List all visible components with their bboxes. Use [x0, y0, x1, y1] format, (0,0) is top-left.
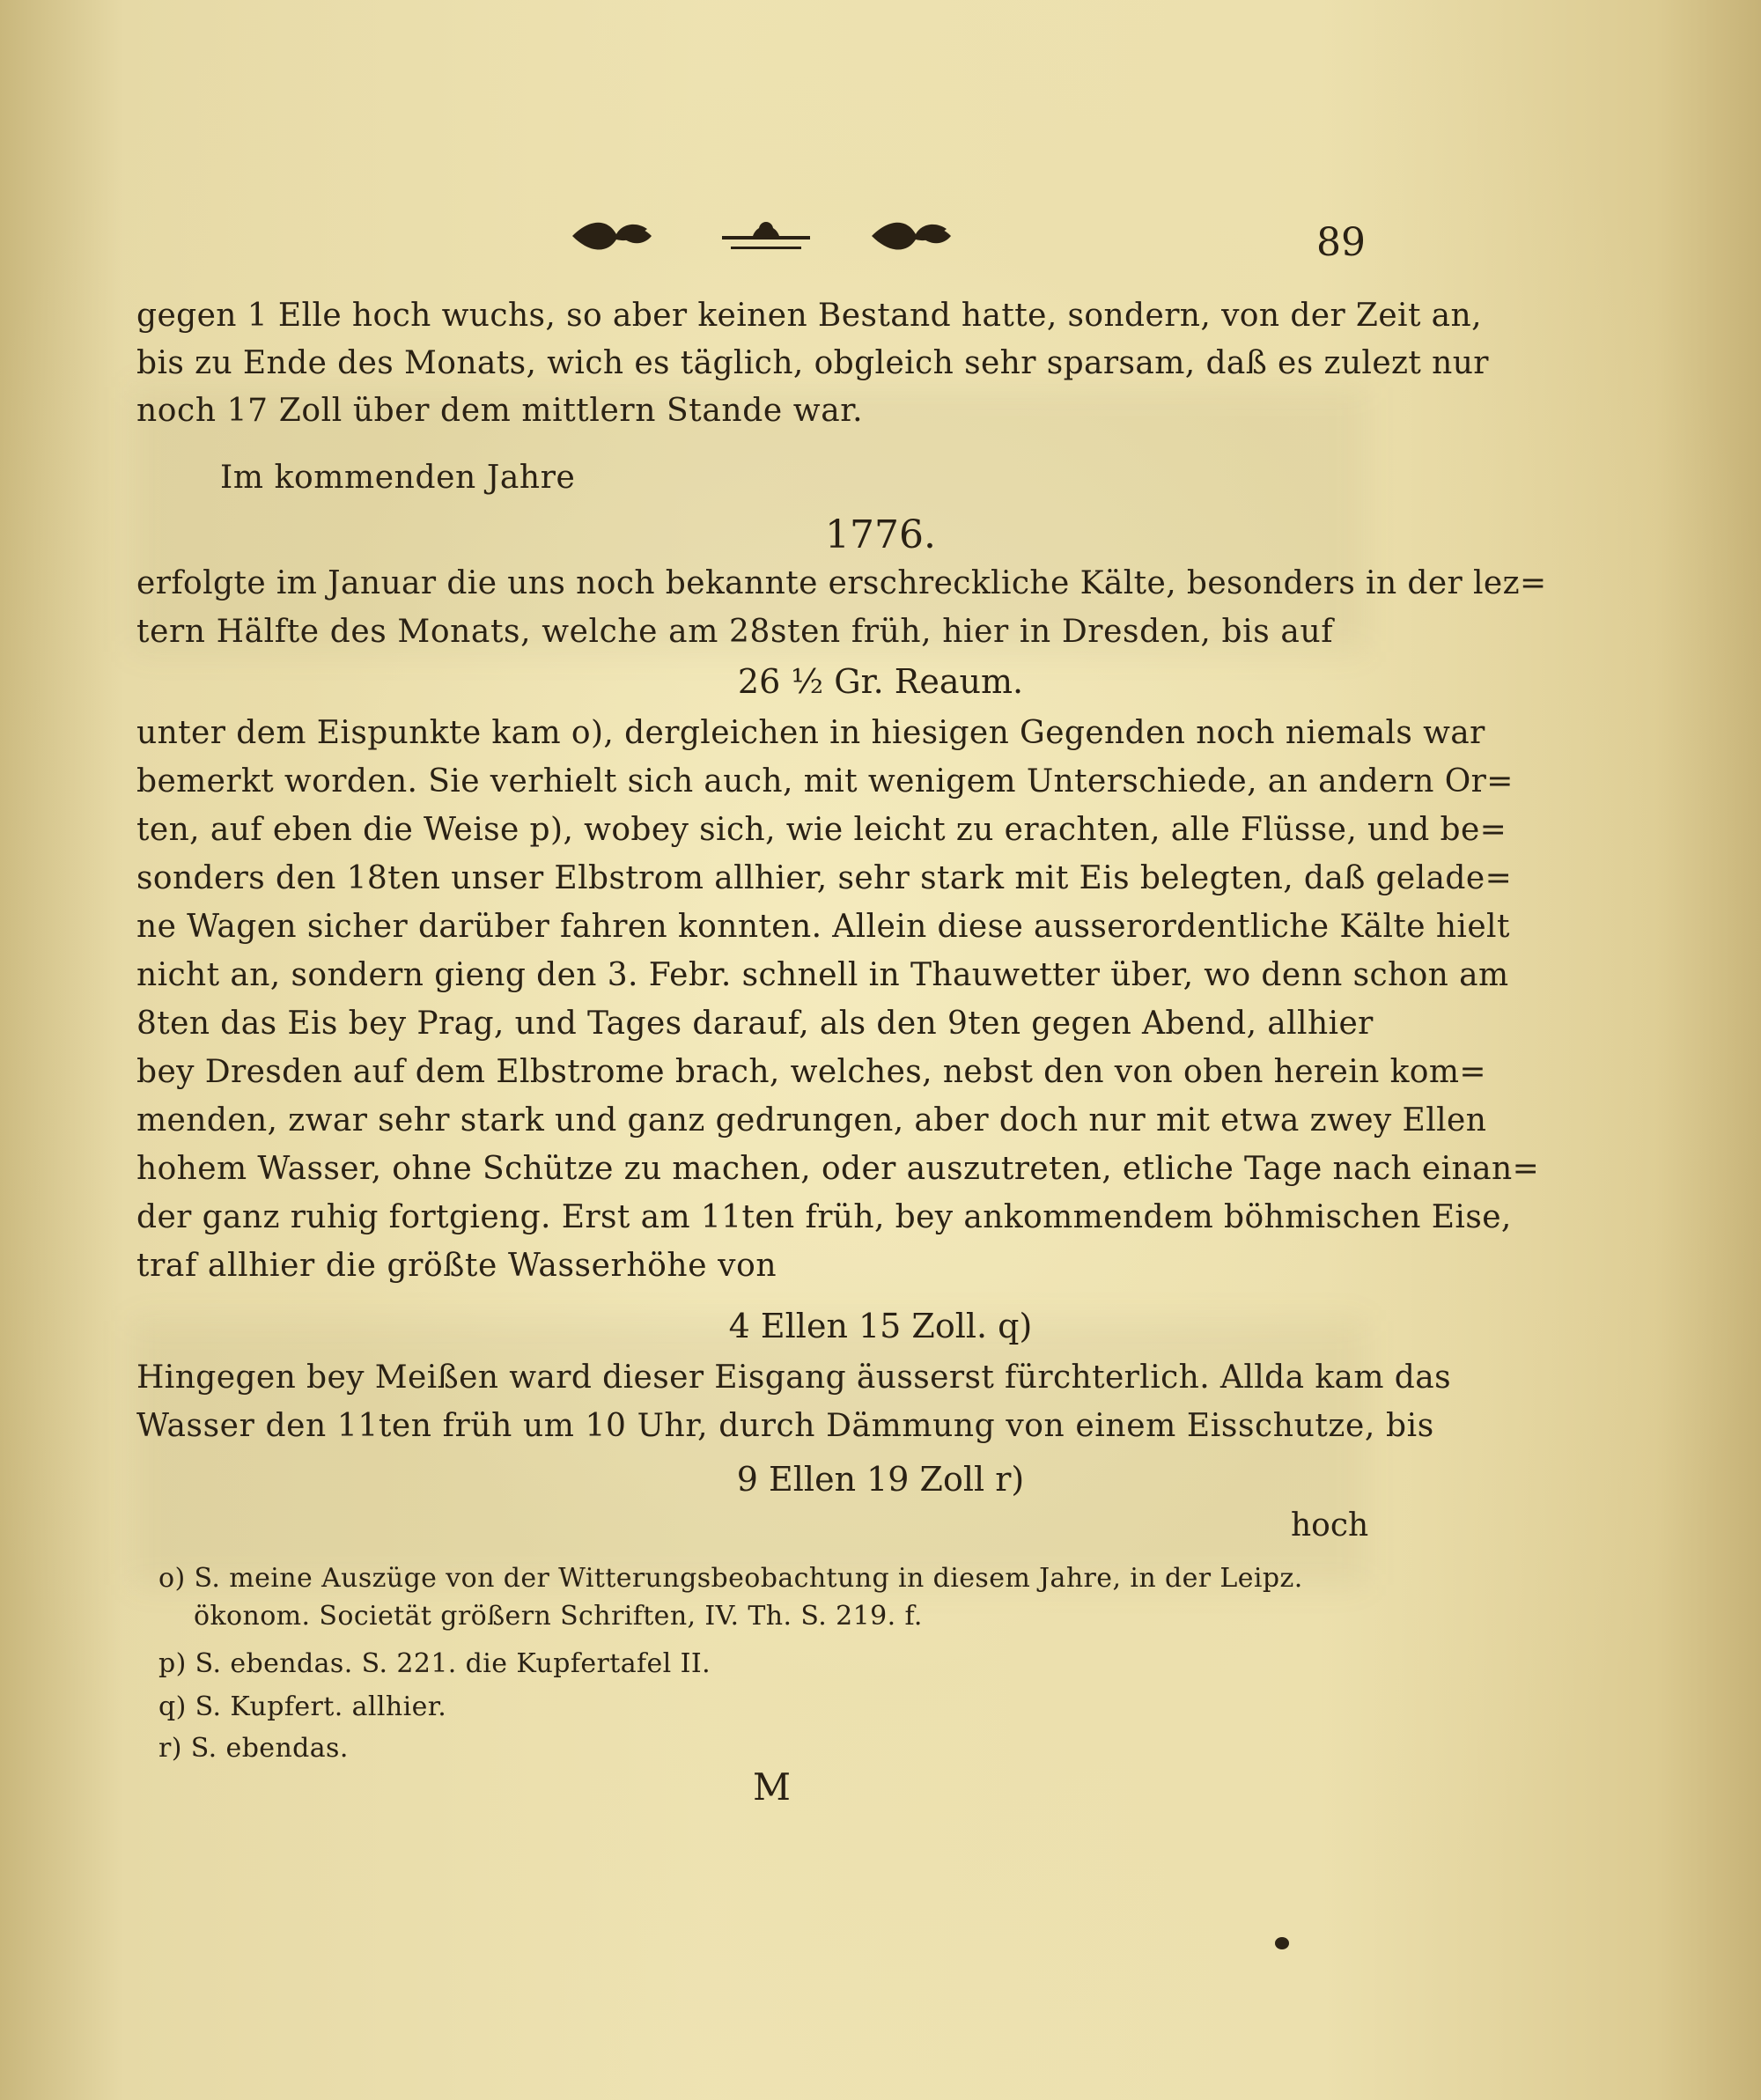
- text-line: 8ten das Eis bey Prag, und Tages darauf, als den 9ten gegen Abend, allhier: [136, 1006, 1374, 1042]
- text-line: sonders den 18ten unser Elbstrom allhier, sehr stark mit Eis belegten, daß gelade=: [136, 860, 1513, 896]
- text-line: Wasser den 11ten früh um 10 Uhr, durch Dämmung von einem Eisschutze, bis: [136, 1408, 1434, 1444]
- temperature-value: 26 ½ Gr. Reaum.: [737, 662, 1024, 701]
- footnote: r) S. ebendas.: [158, 1733, 349, 1764]
- text-line: tern Hälfte des Monats, welche am 28sten früh, hier in Dresden, bis auf: [136, 614, 1334, 650]
- text-line-indented: Im kommenden Jahre: [220, 460, 576, 496]
- water-level-value: 9 Ellen 19 Zoll r): [736, 1460, 1025, 1499]
- ink-speck: [1275, 1937, 1289, 1949]
- text-line: bey Dresden auf dem Elbstrome brach, welches, nebst den von oben herein kom=: [136, 1054, 1486, 1090]
- floral-ornament-icon: [555, 210, 969, 262]
- text-line: erfolgte im Januar die uns noch bekannte erschreckliche Kälte, besonders in der lez=: [136, 565, 1547, 601]
- text-line: nicht an, sondern gieng den 3. Febr. schnell in Thauwetter über, wo denn schon am: [136, 957, 1509, 993]
- text-line: noch 17 Zoll über dem mittlern Stande war.: [136, 393, 864, 429]
- text-line: bemerkt worden. Sie verhielt sich auch, mit wenigem Unterschiede, an andern Or=: [136, 763, 1514, 799]
- text-line: ne Wagen sicher darüber fahren konnten. Allein diese ausserordentliche Kälte hielt: [136, 909, 1510, 945]
- text-line: der ganz ruhig fortgieng. Erst am 11ten früh, bey ankommendem böhmischen Eise,: [136, 1199, 1512, 1235]
- text-line: ten, auf eben die Weise p), wobey sich, wie leicht zu erachten, alle Flüsse, und be=: [136, 812, 1507, 848]
- text-line: gegen 1 Elle hoch wuchs, so aber keinen Bestand hatte, sondern, von der Zeit an,: [136, 298, 1482, 334]
- footnote: ökonom. Societät größern Schriften, IV. Th. S. 219. f.: [194, 1601, 923, 1632]
- text-line: Hingegen bey Meißen ward dieser Eisgang äusserst fürchterlich. Allda kam das: [136, 1359, 1451, 1396]
- footnote: q) S. Kupfert. allhier.: [158, 1691, 447, 1722]
- year-heading: 1776.: [825, 512, 936, 557]
- text-line: hohem Wasser, ohne Schütze zu machen, oder auszutreten, etliche Tage nach einan=: [136, 1151, 1540, 1187]
- text-line: bis zu Ende des Monats, wich es täglich, obgleich sehr sparsam, daß es zulezt nur: [136, 345, 1489, 381]
- footnote: p) S. ebendas. S. 221. die Kupfertafel II.: [158, 1648, 711, 1679]
- text-line: unter dem Eispunkte kam o), dergleichen in hiesigen Gegenden noch niemals war: [136, 715, 1485, 751]
- signature-mark: M: [753, 1765, 792, 1809]
- page-number: 89: [1316, 220, 1366, 265]
- catchword: hoch: [1291, 1507, 1369, 1544]
- footnote: o) S. meine Auszüge von der Witterungsbeobachtung in diesem Jahre, in der Leipz.: [158, 1563, 1303, 1594]
- text-line: traf allhier die größte Wasserhöhe von: [136, 1248, 777, 1284]
- water-level-value: 4 Ellen 15 Zoll. q): [728, 1307, 1033, 1345]
- text-line: menden, zwar sehr stark und ganz gedrungen, aber doch nur mit etwa zwey Ellen: [136, 1102, 1487, 1138]
